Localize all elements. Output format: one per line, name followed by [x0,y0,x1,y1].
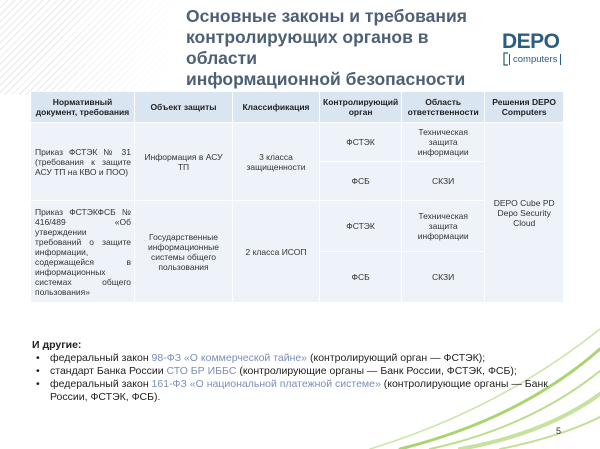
other-laws-list [32,352,552,404]
law-link[interactable]: 98-ФЗ «О коммерческой тайне» [151,352,308,364]
logo-bracket-icon [502,52,509,66]
law-link[interactable]: 161-ФЗ «О национальной платежной системе» [151,378,381,390]
law-link[interactable]: СТО БР ИББС [166,365,237,377]
solution-cell: DEPO Cube PD Depo Security Cloud [485,123,564,303]
requirements-table [30,91,564,303]
item-text: (контролирующий орган — ФСТЭК); [307,352,486,364]
depo-logo [502,30,584,78]
list-item [44,352,552,365]
area-cell: СКЗИ [402,252,485,303]
title-line: Основные законы и требования [186,6,467,26]
organ-cell: ФСТЭК [320,123,402,162]
table-header-row [31,92,564,123]
item-text: федеральный закон [50,352,152,364]
column-header: Решения DEPO Computers [485,92,564,123]
title-line: информационной безопасности [186,69,466,89]
organ-cell: ФСБ [320,252,402,303]
page-number: 5 [556,426,562,436]
area-cell: Техническая защита информации [402,201,485,252]
other-laws-heading: И другие: [32,339,82,351]
doc-cell: Приказ ФСТЭКФСБ № 416/489 «Об утверждении требований о защите информации, содержащейся в информационных системах общего пользования» [31,201,135,303]
item-text: стандарт Банка России [50,365,167,377]
organ-cell: ФСБ [320,162,402,201]
list-item [44,378,552,404]
column-header: Контролирующий орган [320,92,402,123]
table-row [31,201,564,252]
item-text: федеральный закон [50,378,152,390]
doc-cell: Приказ ФСТЭК № 31 (требования к защите АСУ ТП на КВО и ПОО) [31,123,135,201]
item-text: (контролирующие органы — Банк России, ФСТЭК, ФСБ). [50,378,548,403]
classification-cell: 3 класса защищенности [233,123,320,201]
list-item [44,365,552,378]
object-cell: Информация в АСУ ТП [135,123,233,201]
column-header: Область ответственности [402,92,485,123]
area-cell: СКЗИ [402,162,485,201]
column-header: Нормативный документ, требования [31,92,135,123]
title-line: контролирующих органов в области [186,27,429,68]
slide-title [186,6,486,90]
classification-cell: 2 класса ИСОП [233,201,320,303]
column-header: Объект защиты [135,92,233,123]
logo-sub: computers [509,54,561,65]
logo-word: DEPO [502,30,560,53]
organ-cell: ФСТЭК [320,201,402,252]
item-text: (контролирующие органы — Банк России, ФСТЭК, ФСБ); [236,365,517,377]
hatch-decoration [0,0,180,95]
other-laws [32,339,552,404]
column-header: Классификация [233,92,320,123]
area-cell: Техническая защита информации [402,123,485,162]
object-cell: Государственные информационные системы общего пользования [135,201,233,303]
table-row [31,123,564,162]
